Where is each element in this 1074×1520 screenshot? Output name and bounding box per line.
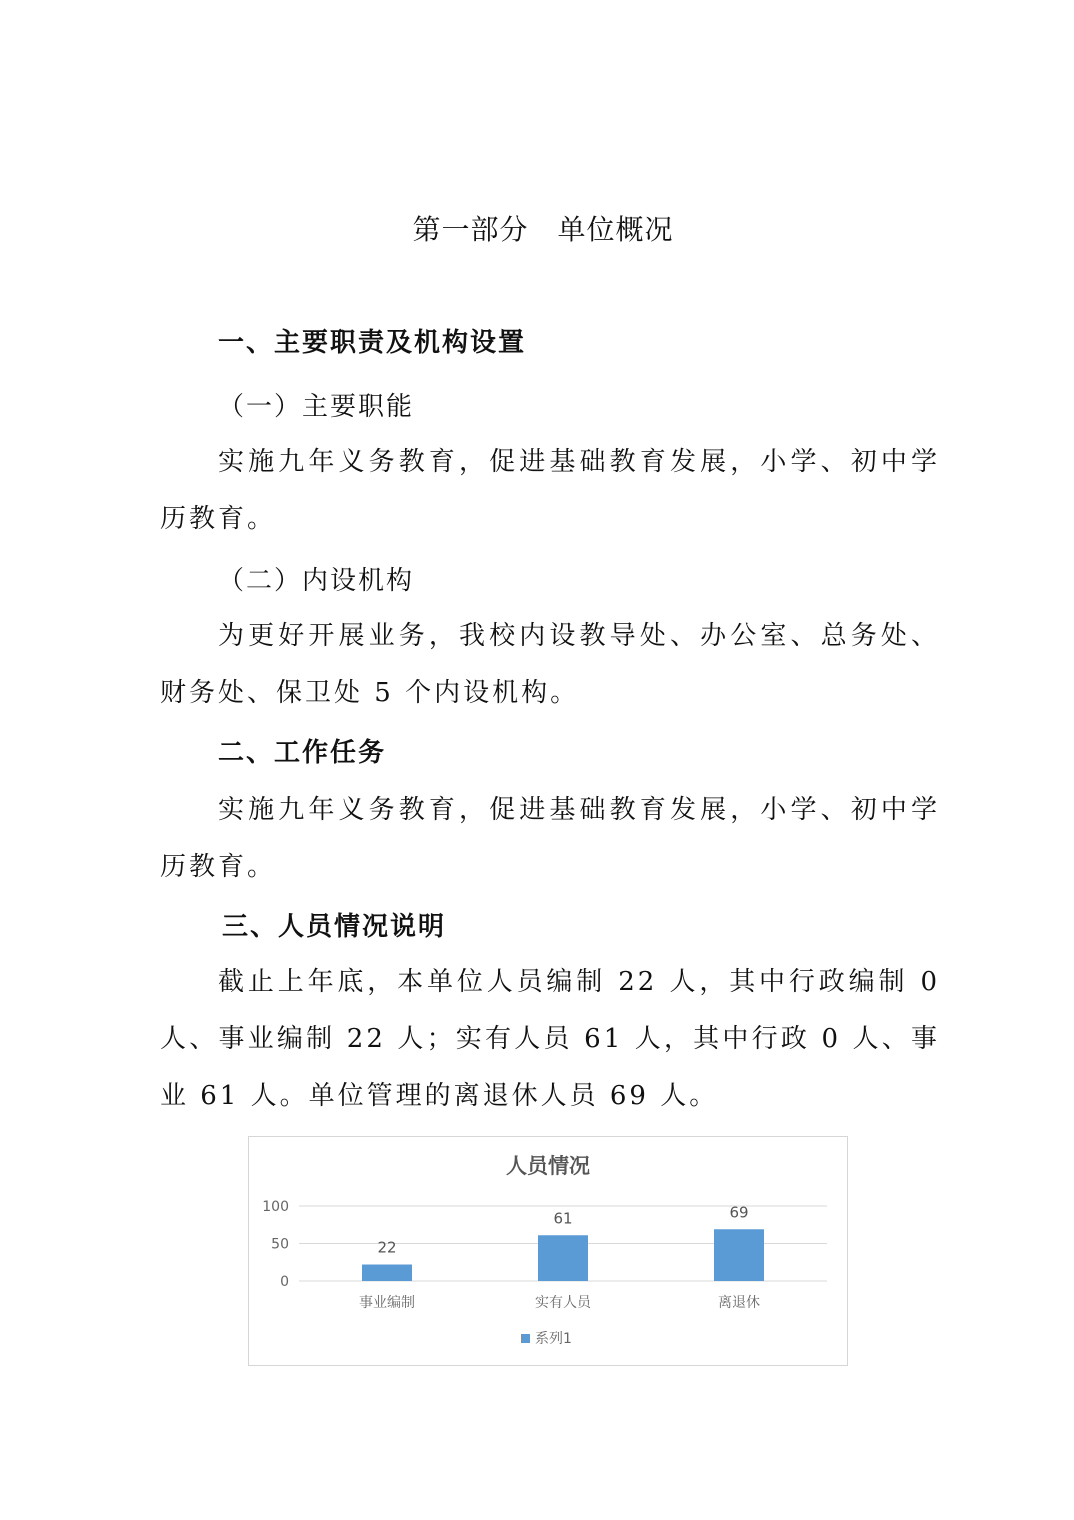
section-heading-tasks: 二、工作任务 <box>218 738 387 768</box>
paragraph-internal-departments: 为更好开展业务，我校内设教导处、办公室、总务处、财务处、保卫处 5 个内设机构。 <box>160 621 940 708</box>
category-label: 离退休 <box>718 1295 760 1311</box>
legend-swatch <box>521 1334 530 1343</box>
paragraph-personnel: 截止上年底，本单位人员编制 22 人，其中行政编制 0 人、事业编制 22 人；实有人员 61 人，其中行政 0 人、事业 61 人。单位管理的离退休人员 69 人。 <box>160 967 940 1111</box>
chart-bars <box>362 1229 764 1281</box>
chart-legend <box>521 1331 572 1347</box>
bar <box>714 1229 764 1281</box>
y-tick-label: 100 <box>262 1199 289 1215</box>
subheading-main-functions: （一）主要职能 <box>218 392 415 422</box>
section-heading-personnel: 三、人员情况说明 <box>222 912 447 942</box>
section-heading-duties: 一、主要职责及机构设置 <box>218 328 527 358</box>
data-label: 22 <box>377 1238 397 1257</box>
paragraph-tasks: 实施九年义务教育，促进基础教育发展，小学、初中学历教育。 <box>160 795 940 882</box>
data-label: 69 <box>729 1203 749 1222</box>
category-label: 事业编制 <box>359 1295 415 1311</box>
chart-svg <box>249 1137 847 1365</box>
bar <box>362 1265 412 1282</box>
legend-label: 系列1 <box>535 1331 572 1347</box>
subheading-internal-departments: （二）内设机构 <box>218 566 415 596</box>
paragraph-main-functions: 实施九年义务教育，促进基础教育发展，小学、初中学历教育。 <box>160 447 940 534</box>
personnel-chart <box>248 1136 848 1366</box>
y-tick-label: 0 <box>280 1274 289 1290</box>
y-tick-label: 50 <box>271 1236 289 1253</box>
chart-title: 人员情况 <box>506 1154 590 1178</box>
data-label: 61 <box>553 1209 573 1228</box>
chart-category-labels <box>359 1294 760 1311</box>
page-title: 第一部分 单位概况 <box>412 213 674 246</box>
chart-y-ticks <box>262 1199 289 1290</box>
bar <box>538 1235 588 1281</box>
category-label: 实有人员 <box>535 1295 591 1311</box>
